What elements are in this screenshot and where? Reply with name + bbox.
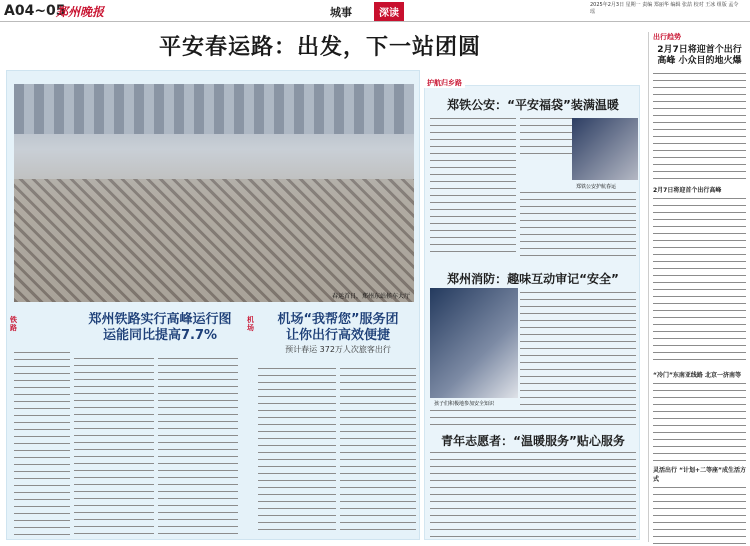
article1-col2 — [74, 356, 154, 536]
far-right-text4 — [653, 485, 746, 545]
far-right-text3 — [653, 381, 746, 461]
article2-col1 — [258, 366, 336, 536]
police-photo — [572, 118, 638, 180]
photo-crowd — [14, 179, 414, 302]
right-article1-col3 — [520, 190, 636, 256]
main-headline: 平安春运路：出发，下一站团圆 — [158, 35, 481, 60]
right-article2-col — [520, 290, 636, 406]
article2-heading — [258, 312, 418, 362]
article1-heading — [80, 312, 240, 352]
article1-title: 郑州铁路实行高峰运行图 — [88, 312, 232, 327]
photo-roof — [14, 84, 414, 134]
article2-subtitle2: 预计春运 372万人次旅客出行 — [285, 345, 391, 354]
right-article2-body — [430, 408, 636, 430]
far-right-tag: 出行趋势 — [653, 33, 681, 41]
section-tag: 深读 — [374, 2, 404, 21]
side-tag-airport: 机场 — [247, 316, 254, 332]
right-section-tag: 护航归乡路 — [424, 78, 465, 88]
article1-col1 — [14, 350, 70, 536]
right-article3-body — [430, 450, 636, 538]
article2-subtitle1: 让你出行高效便捷 — [285, 328, 390, 343]
far-right-sub3: 灵活出行 “计划+二等座”成生活方式 — [653, 467, 747, 483]
article2-col2 — [340, 366, 416, 536]
date-line: 2025年2月3日 星期一 责编 郑丽华 编辑 张喆 校对 王冰 组版 孟令瑶 — [590, 2, 739, 15]
right-article3-title: 青年志愿者：“温暖服务”贴心服务 — [441, 434, 625, 448]
police-photo-caption: 郑铁公安护航春运 — [576, 184, 617, 190]
article2-title: 机场“我帮您”服务团 — [277, 312, 399, 327]
far-right-sub1: 2月7日将迎首个出行高峰 — [653, 187, 722, 194]
station-crowd-photo — [14, 84, 414, 302]
far-right-text2 — [653, 196, 746, 366]
page-number: A04~05 — [4, 3, 66, 19]
right-article1-title: 郑铁公安：“平安福袋”装满温暖 — [447, 98, 619, 112]
masthead — [0, 0, 750, 22]
far-right-sub2: “冷门”东南亚线路 北京一济南等 — [653, 372, 741, 379]
newspaper-logo: 郑州晚报 — [56, 5, 105, 19]
right-article2-title: 郑州消防：趣味互动审记“安全” — [447, 272, 619, 286]
right-article1-col1 — [430, 116, 516, 256]
far-right-column — [648, 32, 746, 542]
article1-col3 — [158, 356, 238, 536]
section-name: 城事 — [330, 6, 352, 19]
photo-caption: 春运首日，郑州东站候车大厅 — [331, 293, 410, 300]
article1-subtitle: 运能同比提高7.7% — [102, 328, 218, 343]
far-right-text1 — [653, 71, 746, 181]
far-right-title: 2月7日将迎首个出行高峰 小众目的地火爆 — [657, 45, 742, 66]
fire-safety-photo — [430, 288, 518, 398]
fire-safety-caption: 孩子们积极地参加安全知识 — [434, 401, 495, 407]
side-tag-rail: 铁路 — [10, 316, 17, 332]
